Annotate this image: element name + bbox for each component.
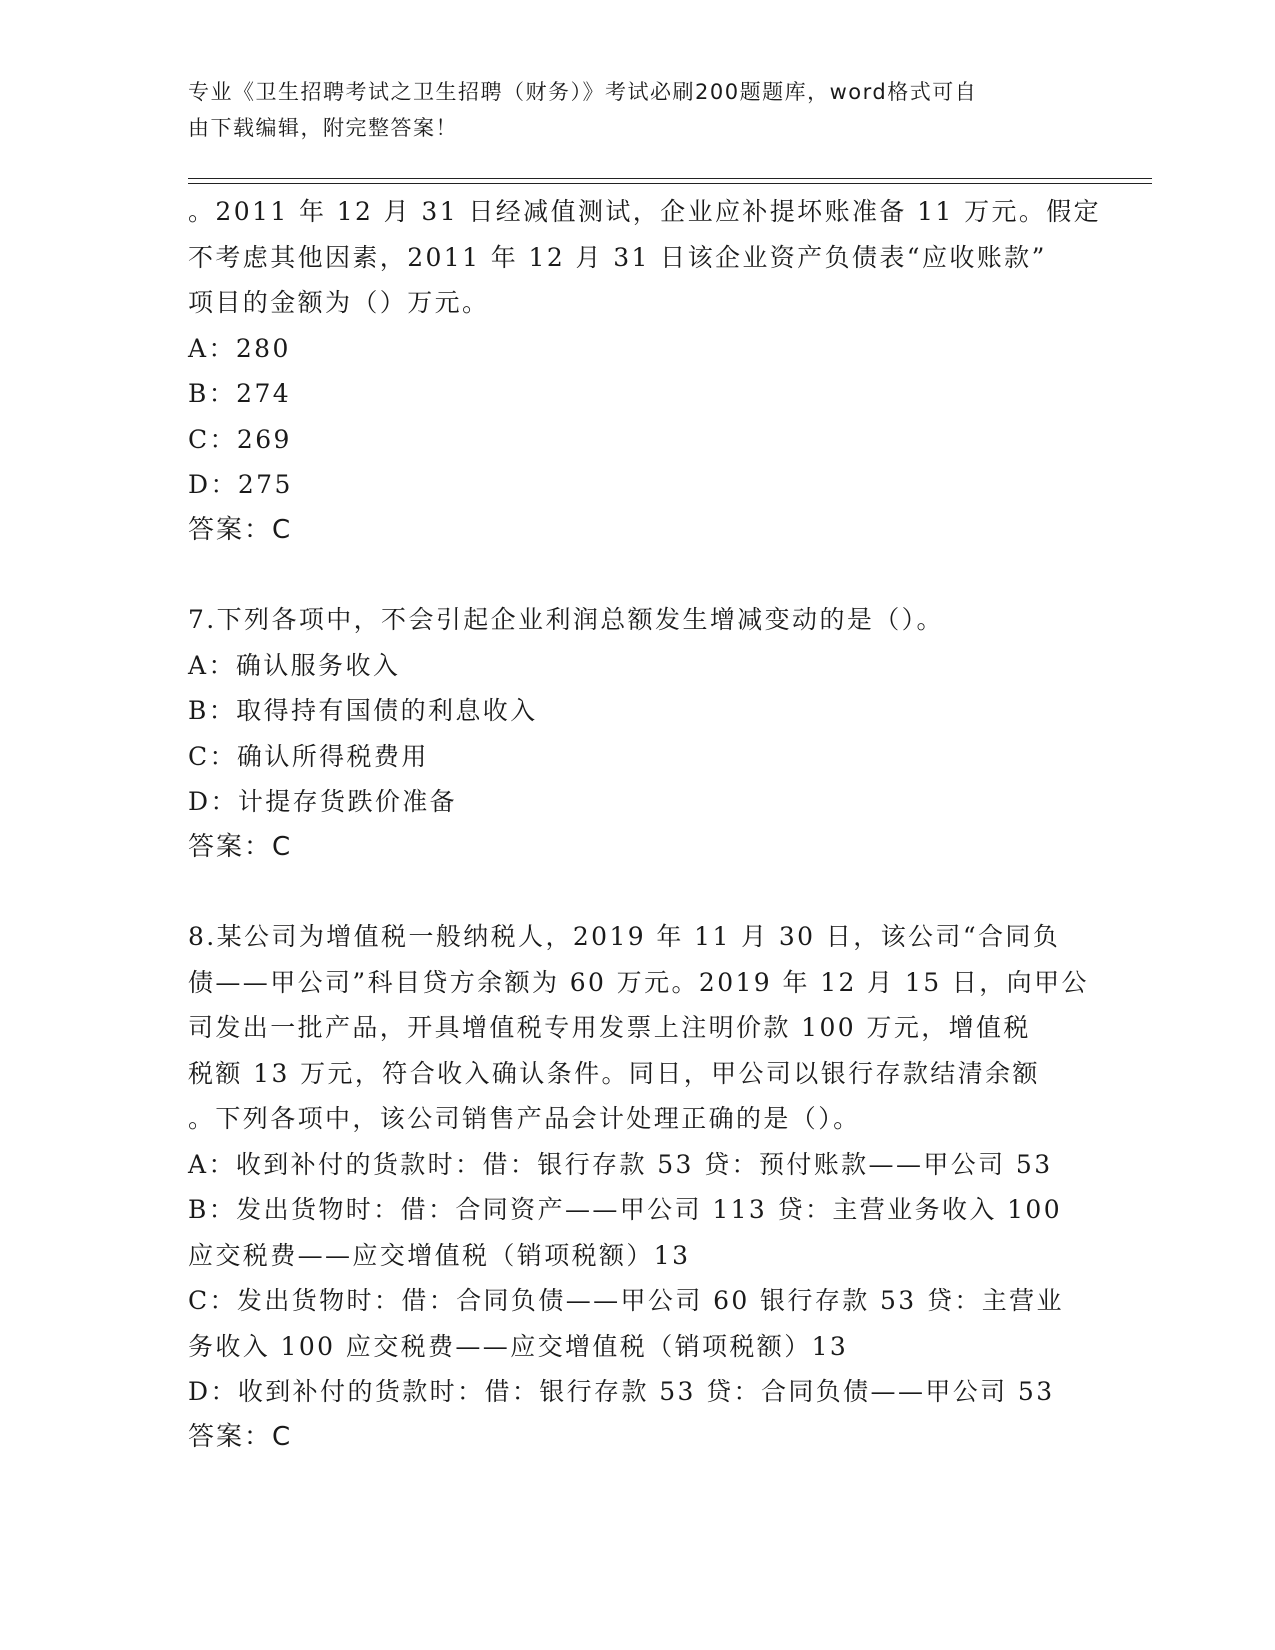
question-text-line: 债——甲公司”科目贷方余额为 60 万元。2019 年 12 月 15 日，向甲公	[188, 967, 1089, 997]
header-divider-top	[188, 178, 1152, 179]
question-text-line: 8.某公司为增值税一般纳税人，2019 年 11 月 30 日，该公司“合同负	[188, 922, 1061, 951]
option-c: C：发出货物时：借：合同负债——甲公司 60 银行存款 53 贷：主营业	[188, 1286, 1064, 1315]
option-d: D：计提存货跌价准备	[188, 787, 458, 816]
option-b-continued: 应交税费——应交增值税（销项税额）13	[188, 1240, 691, 1270]
option-c-continued: 务收入 100 应交税费——应交增值税（销项税额）13	[188, 1331, 849, 1361]
option-d: D：收到补付的货款时：借：银行存款 53 贷：合同负债——甲公司 53	[188, 1377, 1055, 1406]
option-b: B：274	[188, 379, 292, 408]
question-text-line: 。下列各项中，该公司销售产品会计处理正确的是（）。	[188, 1104, 861, 1133]
document-header	[188, 74, 1068, 146]
option-a: A：280	[188, 333, 291, 363]
question-text-line: 7.下列各项中，不会引起企业利润总额发生增减变动的是（）。	[188, 605, 944, 634]
question-7	[188, 597, 1088, 870]
question-8	[188, 914, 1088, 1460]
answer: 答案：C	[188, 1421, 293, 1452]
option-b: B：发出货物时：借：合同资产——甲公司 113 贷：主营业务收入 100	[188, 1195, 1063, 1224]
option-c: C：269	[188, 424, 292, 454]
question-text-line: 税额 13 万元，符合收入确认条件。同日，甲公司以银行存款结清余额	[188, 1058, 1040, 1088]
header-line-1: 专业《卫生招聘考试之卫生招聘（财务）》考试必刷200题题库，word格式可自	[188, 80, 978, 104]
option-d: D：275	[188, 470, 293, 499]
option-a: A：收到补付的货款时：借：银行存款 53 贷：预付账款——甲公司 53	[188, 1149, 1053, 1179]
option-a: A：确认服务收入	[188, 650, 401, 680]
question-text-line: 。2011 年 12 月 31 日经减值测试，企业应补提坏账准备 11 万元。假定	[188, 197, 1102, 226]
header-divider-bottom	[188, 183, 1152, 184]
option-c: C：确认所得税费用	[188, 741, 429, 771]
question-text-line: 司发出一批产品，开具增值税专用发票上注明价款 100 万元，增值税	[188, 1013, 1031, 1042]
document-body	[188, 189, 1102, 1460]
answer: 答案：C	[188, 514, 293, 545]
question-spacer	[188, 870, 1088, 914]
option-b: B：取得持有国债的利息收入	[188, 696, 538, 725]
question-6	[188, 189, 1102, 553]
header-line-2: 由下载编辑，附完整答案！	[188, 116, 458, 140]
question-text-line: 不考虑其他因素，2011 年 12 月 31 日该企业资产负债表“应收账款”	[188, 242, 1047, 272]
answer: 答案：C	[188, 831, 293, 862]
question-spacer	[188, 553, 1088, 597]
question-text-line: 项目的金额为（）万元。	[188, 288, 490, 317]
